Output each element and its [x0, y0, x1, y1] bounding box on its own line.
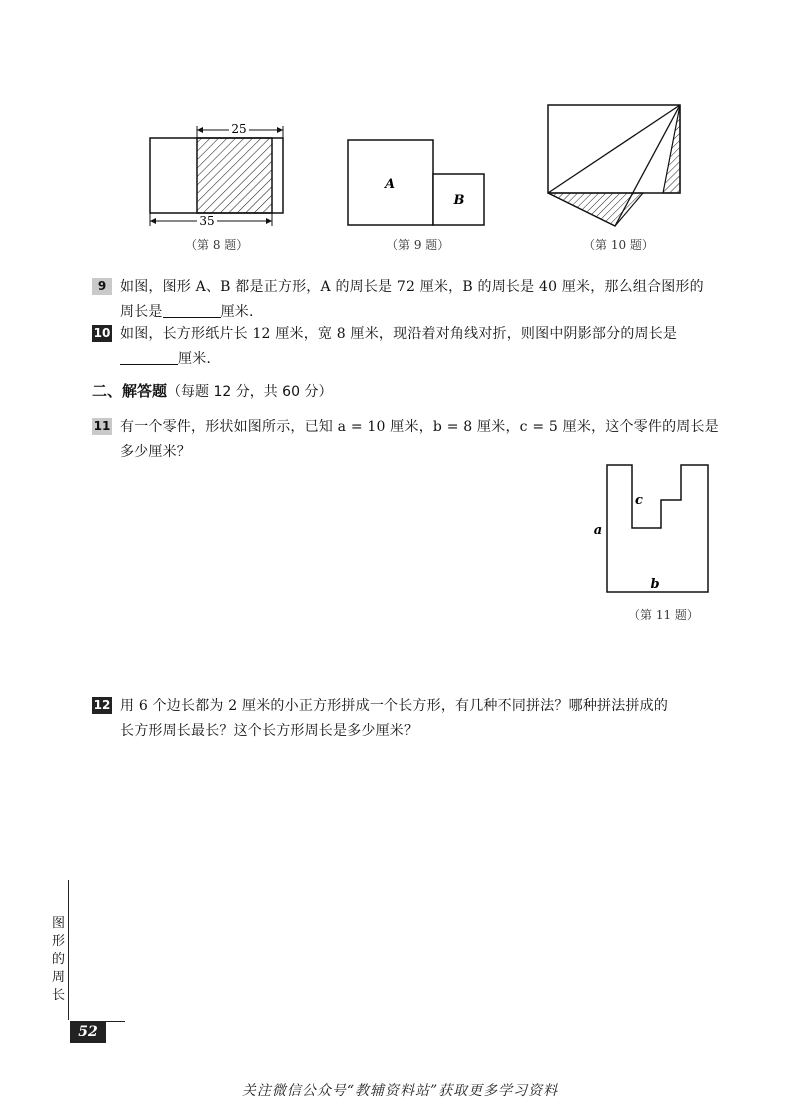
- fig11-part-outline: [607, 465, 708, 592]
- section-2-heading: [92, 380, 332, 401]
- question-9-text-line2: [120, 301, 254, 321]
- section-2-title: 二、解答题: [92, 382, 168, 400]
- question-10-line2-post: 厘米.: [178, 351, 212, 367]
- question-11-text-line2: 多少厘米？: [120, 444, 191, 460]
- figure-8: [145, 118, 290, 230]
- figure-11: [590, 462, 715, 596]
- fig11-label-c: c: [635, 493, 643, 508]
- fig10-shaded-bottom: [548, 193, 643, 226]
- fig9-caption: （第 9 题）: [386, 238, 450, 252]
- figure-9: [345, 138, 490, 230]
- fig9-label-b: B: [453, 193, 465, 208]
- sidebar-divider: [68, 880, 69, 1020]
- fig11-label-a: a: [593, 523, 603, 538]
- question-9-text-line1: 如图，图形 A、B 都是正方形，A 的周长是 72 厘米，B 的周长是 40 厘米，那么组合图形的: [120, 279, 704, 295]
- question-10-number: 10: [93, 326, 111, 340]
- question-10-answer-blank[interactable]: [120, 351, 178, 365]
- question-11-number: 11: [93, 419, 111, 433]
- fig11-caption: （第 11 题）: [628, 608, 699, 622]
- fig11-label-b: b: [650, 577, 660, 592]
- question-9-number: 9: [92, 278, 112, 295]
- fig8-bottom-label: 35: [199, 214, 215, 228]
- section-2-note: （每题 12 分，共 60 分）: [167, 384, 333, 400]
- question-9-line2-pre: 周长是: [120, 304, 163, 320]
- question-10-text-line1: 如图，长方形纸片长 12 厘米，宽 8 厘米，现沿着对角线对折，则图中阴影部分的周长是: [120, 326, 678, 342]
- footer-note: 关注微信公众号“教辅资料站”获取更多学习资料: [241, 1083, 559, 1099]
- fig8-caption: （第 8 题）: [185, 238, 249, 252]
- question-10-text-line2: [120, 348, 211, 368]
- question-9-line2-post: 厘米.: [220, 304, 254, 320]
- fig10-caption: （第 10 题）: [583, 238, 654, 252]
- fig9-label-a: A: [384, 177, 396, 192]
- fig8-top-label: 25: [231, 122, 247, 136]
- fig8-shaded-rect: [197, 138, 272, 213]
- figure-10: [543, 100, 688, 230]
- chapter-title-vertical: 图形的周长: [52, 916, 66, 1003]
- question-11-text-line1: 有一个零件，形状如图所示，已知 a = 10 厘米，b = 8 厘米，c = 5 厘米，这个零件的周长是: [120, 419, 719, 435]
- page-number: 52: [70, 1021, 106, 1043]
- question-12-number: 12: [93, 698, 111, 712]
- question-12-text-line2: 长方形周长最长？这个长方形周长是多少厘米？: [120, 723, 419, 739]
- question-12-text-line1: 用 6 个边长都为 2 厘米的小正方形拼成一个长方形，有几种不同拼法？哪种拼法拼成的: [120, 698, 669, 714]
- question-9-answer-blank[interactable]: [163, 304, 221, 318]
